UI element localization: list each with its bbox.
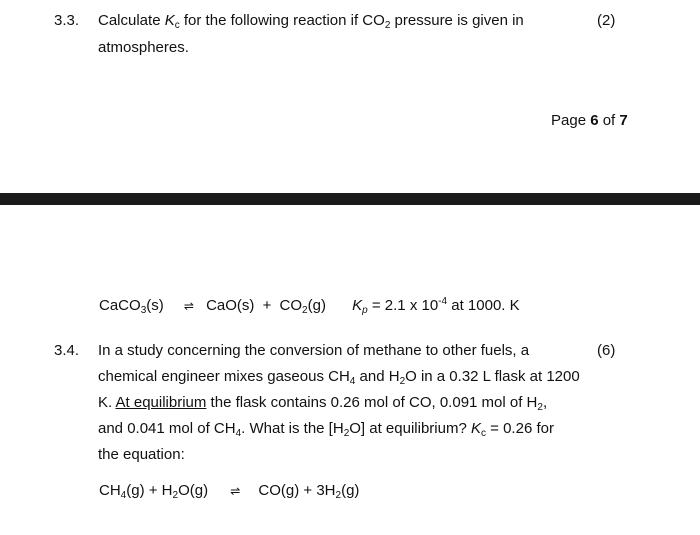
k-symbol: K (352, 297, 363, 314)
kp-temperature: at 1000. K (447, 297, 520, 314)
subscript: 2 (343, 428, 350, 439)
text-fragment: O] at equilibrium? (349, 420, 471, 437)
k-symbol: K (470, 420, 481, 437)
reaction-2 (99, 482, 359, 499)
question-number-3-4: 3.4. (54, 342, 80, 359)
question-3-4-line-1: In a study concerning the conversion of methane to other fuels, a (98, 342, 530, 359)
subscript: 4 (349, 376, 356, 387)
subscript: 3 (140, 305, 147, 316)
reactant: (g) + H (126, 482, 173, 499)
question-3-4-line-2 (98, 368, 580, 386)
text-fragment: the flask contains 0.26 mol of CO, 0.091 mol of H (206, 394, 538, 411)
reaction-1 (99, 297, 520, 314)
question-3-4-line-3 (98, 394, 547, 412)
reactant: CH (99, 482, 121, 499)
subscript: 2 (302, 305, 308, 316)
reactant: O(g) (178, 482, 209, 499)
product: CO (279, 297, 303, 314)
state: (s) (146, 297, 164, 314)
k-subscript: p (362, 305, 368, 316)
text-fragment: . What is the [H (241, 420, 344, 437)
k-subscript: c (174, 20, 180, 31)
equilibrium-arrow-icon: ⇌ (183, 299, 194, 313)
page-current: 6 (590, 112, 599, 129)
k-subscript: c (481, 428, 486, 439)
subscript: 4 (235, 428, 242, 439)
question-3-4-marks: (6) (597, 342, 616, 359)
k-symbol: K (164, 12, 175, 29)
text-fragment: chemical engineer mixes gaseous CH (98, 368, 350, 385)
text-fragment: pressure is given in (390, 12, 524, 29)
exponent: -4 (438, 296, 448, 307)
page-total: 7 (619, 112, 628, 129)
state: (g) (341, 482, 360, 499)
subscript: 2 (384, 20, 391, 31)
text-fragment: and H (355, 368, 400, 385)
page-number (551, 112, 628, 129)
product: CO(g) + 3H (258, 482, 336, 499)
equilibrium-arrow-icon: ⇌ (230, 484, 241, 498)
kp-expression (352, 297, 520, 314)
reactant: CaCO (99, 297, 141, 314)
subscript: 2 (399, 376, 406, 387)
page-divider (0, 193, 700, 205)
question-number-3-3: 3.3. (54, 12, 80, 29)
subscript: 2 (537, 402, 543, 413)
kp-value: = 2.1 x 10 (367, 297, 439, 314)
text-fragment: = 0.26 for (486, 420, 554, 437)
subscript: 4 (120, 490, 127, 501)
state: (g) (307, 297, 326, 314)
underlined-phrase: At equilibrium (115, 394, 207, 411)
question-3-4-line-5: the equation: (98, 446, 185, 463)
question-3-3-marks: (2) (597, 12, 616, 29)
of-word: of (598, 112, 620, 129)
subscript: 2 (172, 490, 179, 501)
text-fragment: and 0.041 mol of CH (98, 420, 236, 437)
text-fragment: K. (98, 394, 116, 411)
question-3-3-line-2: atmospheres. (98, 39, 189, 56)
plus-sign: + (262, 297, 272, 314)
page-word: Page (551, 112, 591, 129)
text-fragment: , (542, 394, 548, 411)
question-3-3-line-1 (98, 12, 582, 30)
text-fragment: for the following reaction if CO (179, 12, 385, 29)
text-fragment: O in a 0.32 L flask at 1200 (405, 368, 580, 385)
subscript: 2 (335, 490, 342, 501)
product: CaO(s) (206, 297, 255, 314)
text-fragment: Calculate (98, 12, 165, 29)
question-3-4-line-4 (98, 420, 554, 438)
